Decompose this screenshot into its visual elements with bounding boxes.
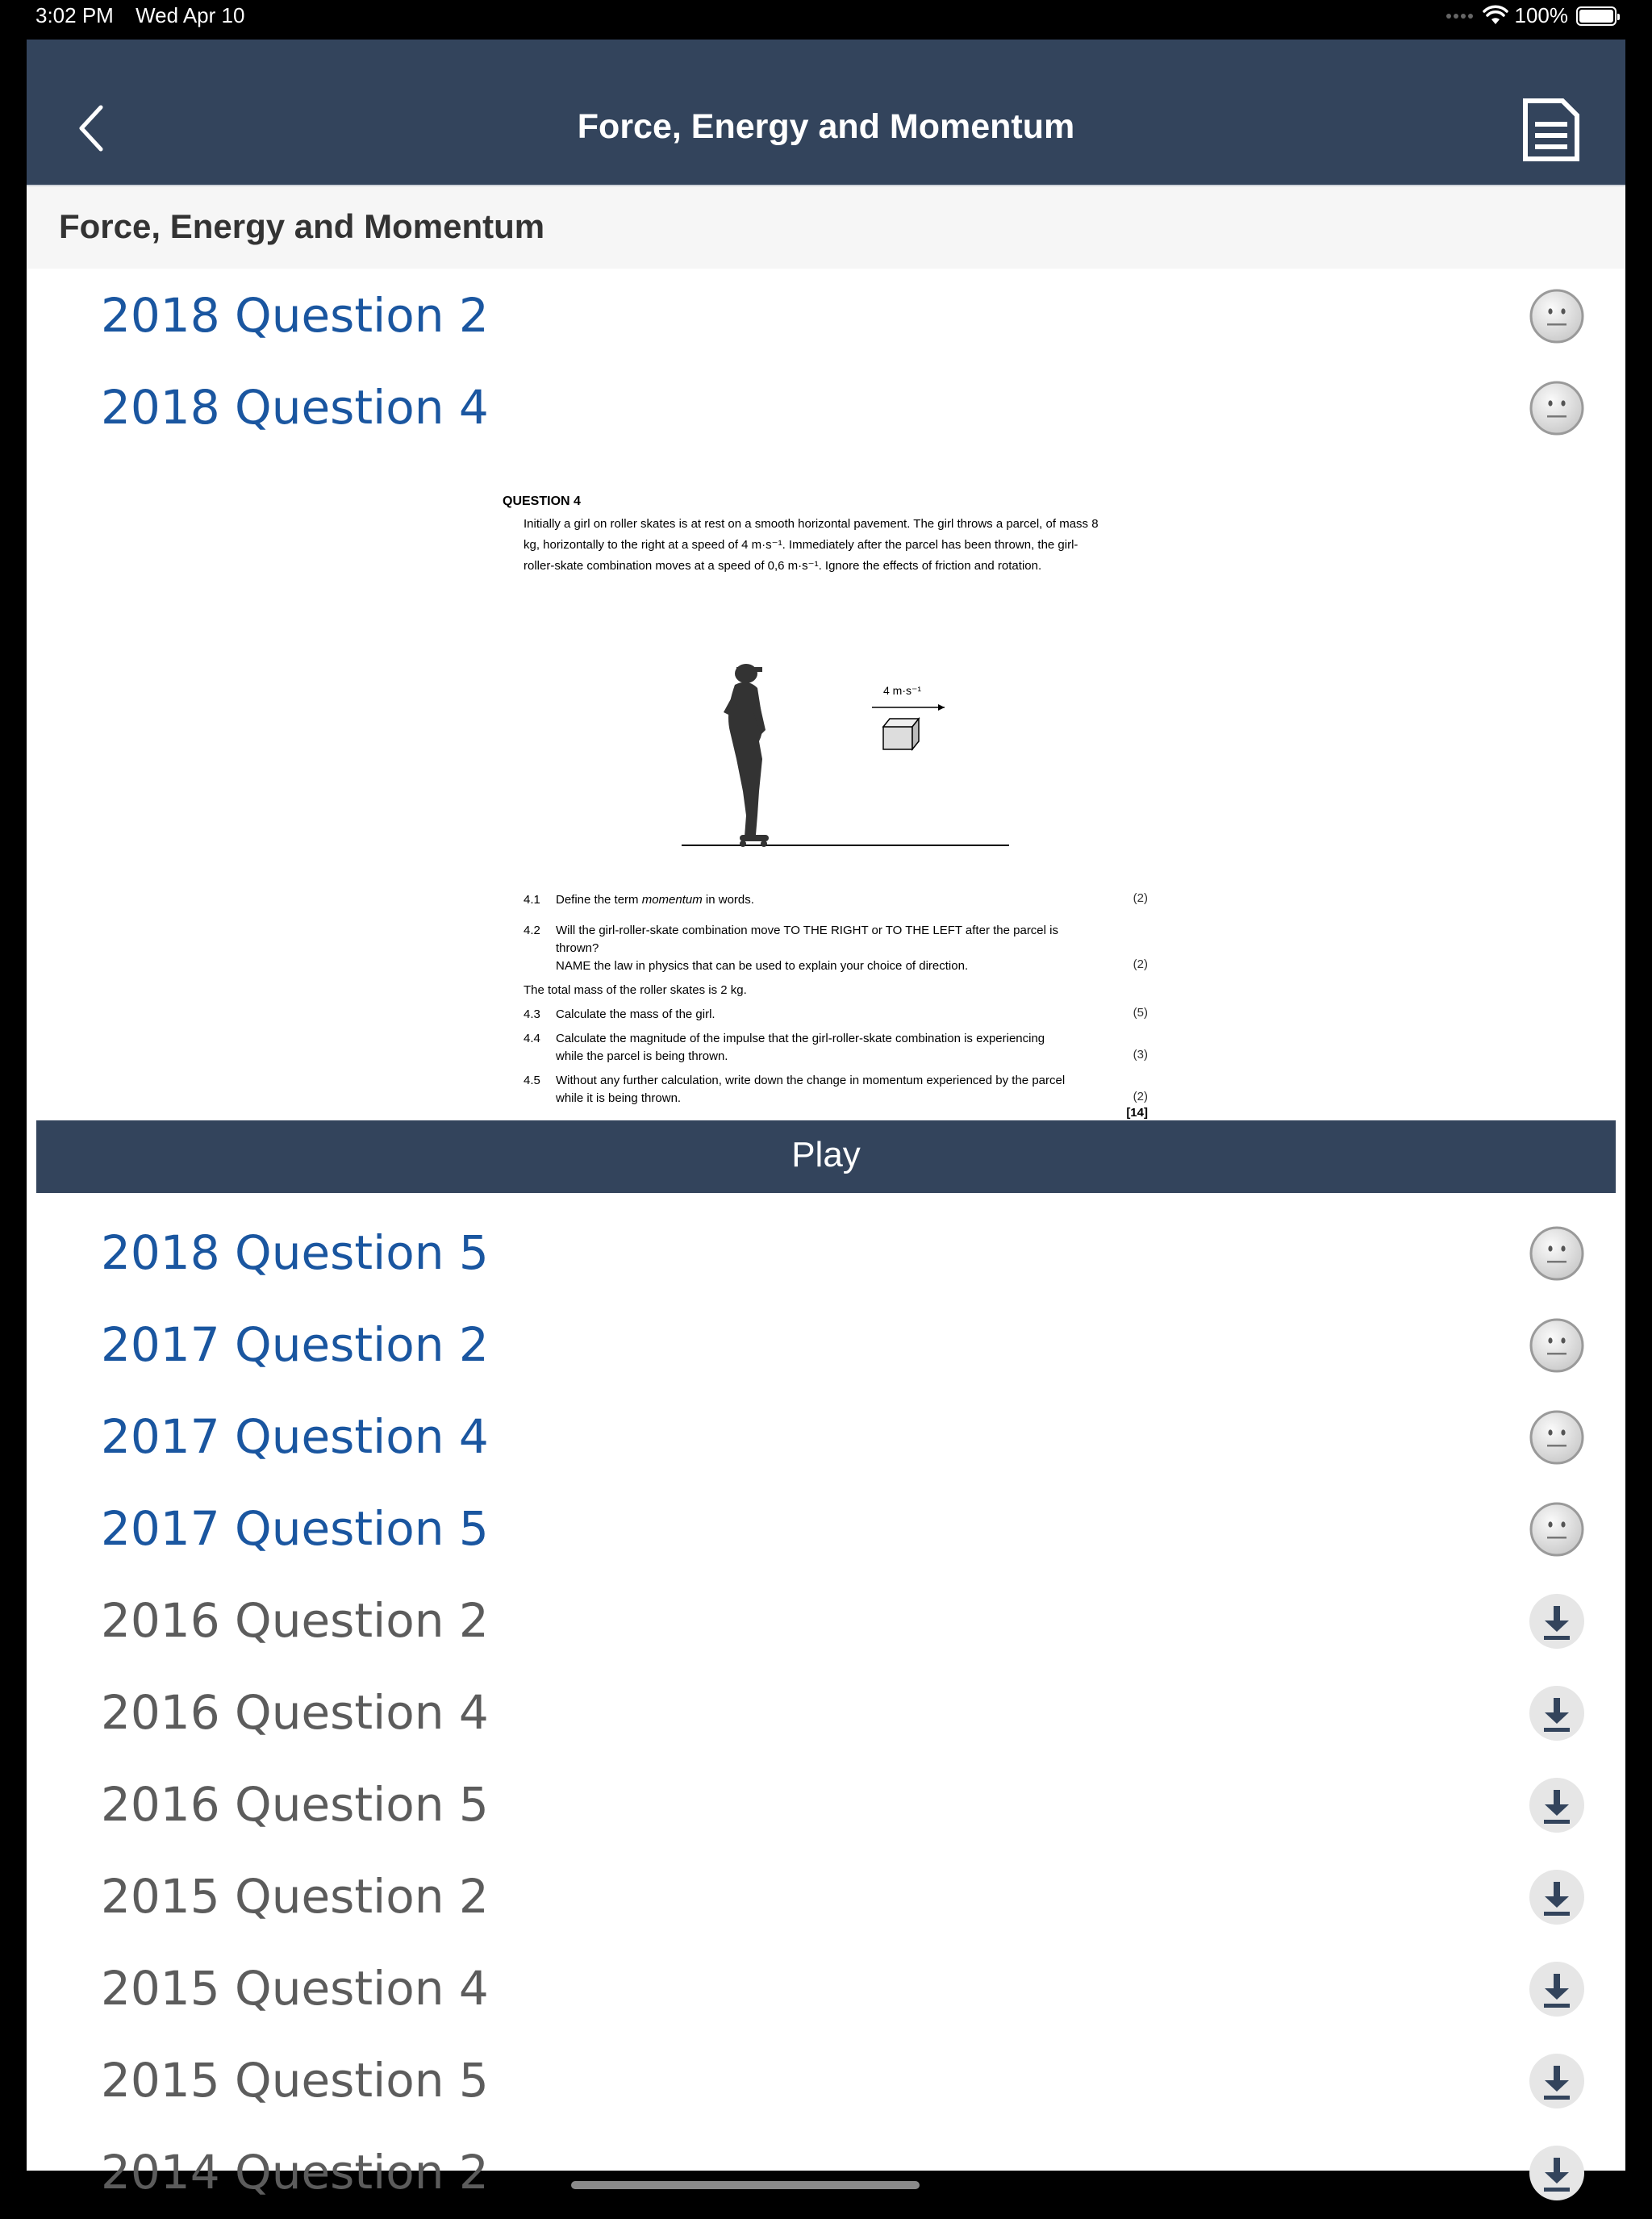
list-item[interactable] xyxy=(27,1299,1625,1391)
question-heading: QUESTION 4 xyxy=(503,494,581,508)
list-item-label: 2015 Question 5 xyxy=(101,2053,489,2108)
download-icon[interactable] xyxy=(1529,1593,1585,1650)
question-preview: QUESTION 4 Initially a girl on roller skates is at rest on a smooth horizontal pavement. The girl throws a parcel, of mass 8 kg, horizontally to the right at a speed of 4 m·s⁻¹. Immediately after the parcel has been thrown, the girl-roller-skate combination moves at a speed of 0,6 m·s⁻¹. Ignore the effects of friction and rotation. 4 m·s⁻¹ 4.1 Define the term momentum in words. (2) 4.2 Will the girl-roller-skate combination move TO THE RIGHT or TO THE LEFT after the parcel is thrown? NAME the law in physics that can be used to explain your choice of direction. (2) The total mass of the roller skates is 2 kg. 4.3 Calculate the mass of the girl. (5) 4.4 Calculate the magnitude of the impulse that the girl-roller-skate combination is experiencing while the parcel is being thrown. (3) 4.5 Without any further calculation, write down the change in momentum experienced by the parcel while it is being thrown. (2) [14] xyxy=(503,485,1148,1130)
total-marks: [14] xyxy=(1126,1106,1148,1120)
question-intro: Initially a girl on roller skates is at rest on a smooth horizontal pavement. The girl throws a parcel, of mass 8 kg, horizontally to the right at a speed of 4 m·s⁻¹. Immediately after the parcel has been thrown, the girl-roller-skate combination moves at a speed of 0,6 m·s⁻¹. Ignore the effects of friction and rotation. xyxy=(524,517,1099,573)
navigation-bar xyxy=(27,40,1625,185)
neutral-face-icon[interactable] xyxy=(1529,1225,1585,1282)
list-item-label: 2018 Question 5 xyxy=(101,1225,489,1280)
play-button-label: Play xyxy=(791,1135,861,1174)
neutral-face-icon[interactable] xyxy=(1529,1501,1585,1558)
list-item-label: 2018 Question 4 xyxy=(101,380,489,435)
list-item[interactable] xyxy=(27,1667,1625,1759)
wifi-icon xyxy=(1483,6,1508,26)
status-date: Wed Apr 10 xyxy=(136,3,245,27)
girl-parcel-figure xyxy=(503,662,1148,856)
play-button[interactable] xyxy=(36,1120,1616,1193)
parcel-box xyxy=(883,719,919,749)
neutral-face-icon[interactable] xyxy=(1529,380,1585,436)
document-icon[interactable] xyxy=(1521,98,1582,162)
list-item-label: 2016 Question 2 xyxy=(101,1593,489,1648)
list-item-label: 2015 Question 2 xyxy=(101,1869,489,1924)
battery-percent: 100% xyxy=(1514,3,1568,27)
neutral-face-icon[interactable] xyxy=(1529,1317,1585,1374)
download-icon[interactable] xyxy=(1529,2145,1585,2201)
neutral-face-icon[interactable] xyxy=(1529,288,1585,344)
list-item[interactable] xyxy=(27,1575,1625,1667)
neutral-face-icon[interactable] xyxy=(1529,1409,1585,1466)
list-item-label: 2014 Question 2 xyxy=(101,2145,489,2200)
list-item[interactable] xyxy=(27,1759,1625,1851)
download-icon[interactable] xyxy=(1529,1685,1585,1741)
download-icon[interactable] xyxy=(1529,1869,1585,1925)
battery-icon xyxy=(1576,6,1617,26)
list-item[interactable] xyxy=(27,270,1625,362)
list-item-label: 2016 Question 5 xyxy=(101,1777,489,1832)
status-left xyxy=(35,3,261,28)
given-statement: The total mass of the roller skates is 2 kg. xyxy=(524,983,747,997)
marks-4-3: (5) xyxy=(1133,1006,1148,1020)
list-item[interactable] xyxy=(27,1943,1625,2035)
app-window xyxy=(27,40,1625,2200)
list-item-label: 2017 Question 5 xyxy=(101,1501,489,1556)
download-icon[interactable] xyxy=(1529,2053,1585,2109)
marks-4-4: (3) xyxy=(1133,1048,1148,1062)
velocity-label: 4 m·s⁻¹ xyxy=(883,684,922,697)
cellular-signal-icon xyxy=(1446,14,1473,19)
list-item[interactable] xyxy=(27,1483,1625,1575)
list-item[interactable] xyxy=(27,362,1625,454)
status-bar xyxy=(0,0,1652,34)
list-item-label: 2018 Question 2 xyxy=(101,288,489,343)
marks-4-5: (2) xyxy=(1133,1090,1148,1103)
section-header xyxy=(27,185,1625,269)
list-item[interactable] xyxy=(27,1851,1625,1943)
status-right xyxy=(1446,3,1617,28)
list-item-label: 2016 Question 4 xyxy=(101,1685,489,1740)
home-indicator[interactable] xyxy=(571,2181,920,2189)
download-icon[interactable] xyxy=(1529,1961,1585,2017)
marks-4-1: (2) xyxy=(1133,891,1148,905)
marks-4-2: (2) xyxy=(1133,957,1148,971)
list-item[interactable] xyxy=(27,2127,1625,2219)
list-item[interactable] xyxy=(27,1391,1625,1483)
download-icon[interactable] xyxy=(1529,1777,1585,1833)
list-item-label: 2017 Question 4 xyxy=(101,1409,489,1464)
list-item[interactable] xyxy=(27,1208,1625,1299)
section-title: Force, Energy and Momentum xyxy=(59,207,545,245)
list-item-label: 2015 Question 4 xyxy=(101,1961,489,2016)
status-time: 3:02 PM xyxy=(35,3,114,27)
page-title: Force, Energy and Momentum xyxy=(577,107,1075,146)
list-item[interactable] xyxy=(27,2035,1625,2127)
list-item-label: 2017 Question 2 xyxy=(101,1317,489,1372)
